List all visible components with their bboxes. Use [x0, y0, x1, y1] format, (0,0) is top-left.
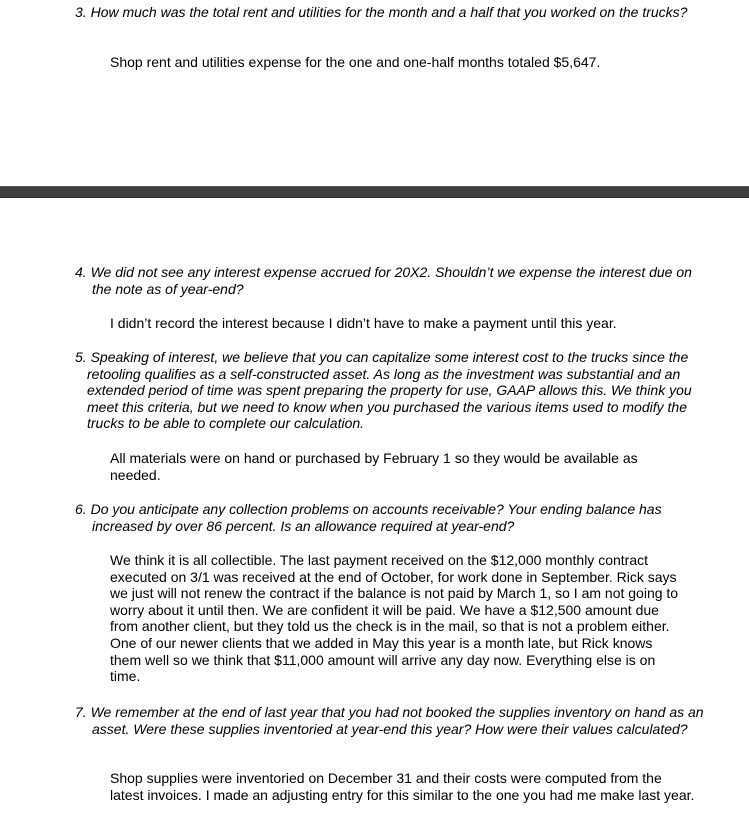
question-number: 7.	[75, 704, 87, 720]
question-text: Do you anticipate any collection problems on accounts receivable? Your ending balance has increased by over 86 percent. Is an allowance required at year-end?	[90, 501, 662, 534]
question-text: We did not see any interest expense accrued for 20X2. Shouldn’t we expense the interest due on the note as of year-end?	[90, 264, 692, 297]
question-number: 6.	[75, 501, 87, 517]
question-text: Speaking of interest, we believe that you can capitalize some interest cost to the trucks since the retooling qualifies as a self-constructed asset. As long as the investment was substantial and an extended period of time was spent preparing the property for use, GAAP allows this. We think you meet this criteria, but we need to know when you purchased the various items used to modify the trucks to be able to complete our calculation.	[87, 349, 692, 431]
question-number: 4.	[75, 264, 87, 280]
answer-6: We think it is all collectible. The last payment received on the $12,000 monthly contract executed on 3/1 was received at the end of October, for work done in September. Rick says we just will not renew the contract if the balance is not paid by March 1, so I am not going to worry about it until then. We are confident it will be paid. We have a $12,500 amount due from another client, but they told us the check is in the mail, so that is not a problem either. One of our newer clients that we added in May this year is a month late, but Rick knows them well so we think that $11,000 amount will arrive any day now. Everything else is on time.	[110, 552, 679, 685]
answer-3: Shop rent and utilities expense for the one and one-half months totaled $5,647.	[110, 54, 601, 70]
document-page-top	[0, 0, 749, 186]
answer-4: I didn’t record the interest because I didn’t have to make a payment until this year.	[110, 315, 617, 331]
question-6	[75, 501, 718, 534]
document-page-bottom	[0, 198, 749, 830]
question-number: 3.	[75, 4, 87, 20]
question-4	[75, 264, 702, 297]
question-text: We remember at the end of last year that you had not booked the supplies inventory on hand as an asset. Were these supplies inventoried at year-end this year? How were their values calculated?	[90, 704, 704, 737]
question-number: 5.	[75, 349, 87, 365]
question-3	[75, 4, 688, 21]
question-5	[75, 349, 719, 432]
answer-7: Shop supplies were inventoried on December 31 and their costs were computed from the latest invoices. I made an adjusting entry for this similar to the one you had me make last year.	[110, 770, 695, 803]
page-divider	[0, 186, 749, 198]
answer-5: All materials were on hand or purchased by February 1 so they would be available as needed.	[110, 450, 638, 483]
question-text: How much was the total rent and utilities for the month and a half that you worked on the trucks?	[90, 4, 688, 20]
question-7	[75, 704, 722, 737]
